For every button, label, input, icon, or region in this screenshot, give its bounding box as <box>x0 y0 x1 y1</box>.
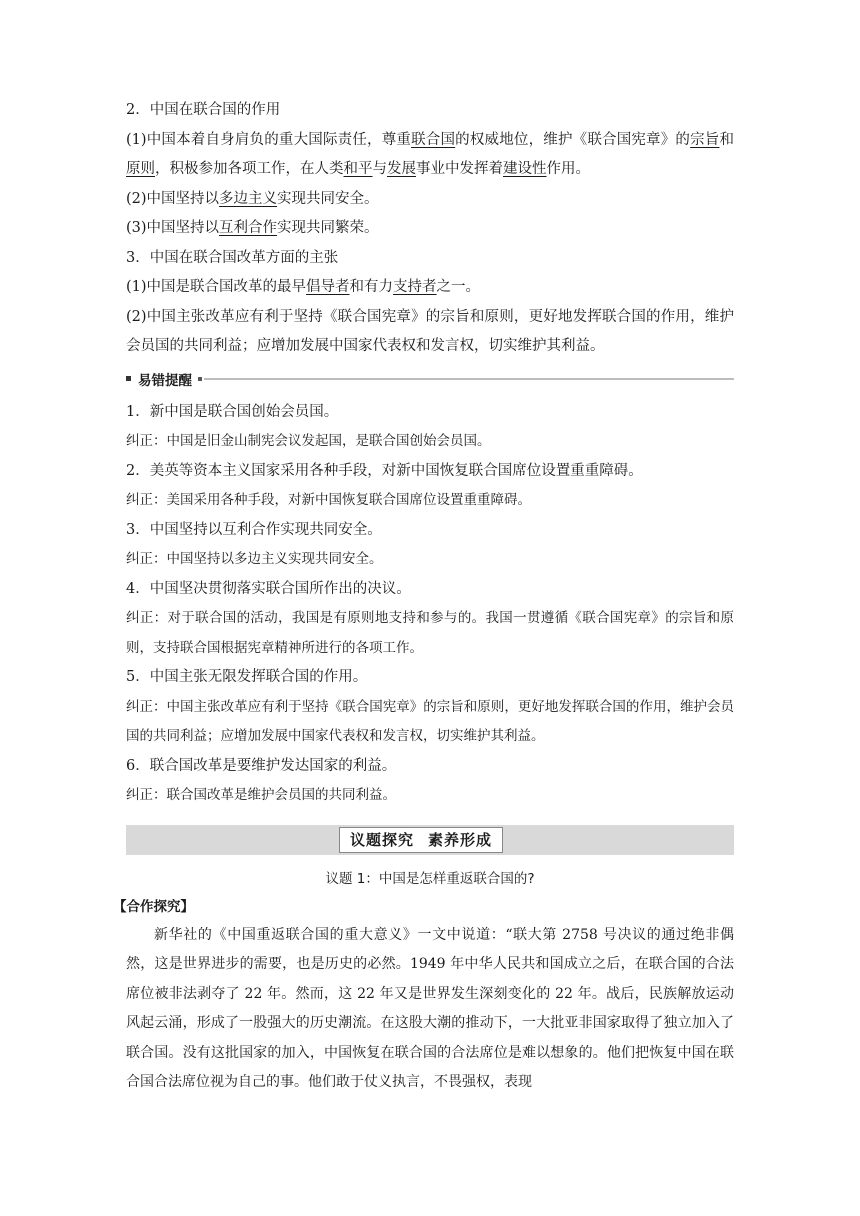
key-term: 联合国 <box>411 131 456 148</box>
key-term: 发展 <box>387 161 416 177</box>
mistake-claim: 4．中国坚决贯彻落实联合国所作出的决议。 <box>126 580 411 597</box>
key-term: 宗旨 <box>690 131 720 148</box>
square-icon <box>198 377 202 381</box>
mistake-claim: 1．新中国是联合国创始会员国。 <box>126 403 339 420</box>
paragraph: (2)中国坚持以多边主义实现共同安全。 <box>126 190 379 207</box>
mistakes-title: 易错提醒 <box>138 372 192 389</box>
key-term: 建设性 <box>503 161 547 177</box>
section-heading: 3．中国在联合国改革方面的主张 <box>126 249 339 266</box>
key-term: 倡导者 <box>306 279 350 295</box>
paragraph: (1)中国是联合国改革的最早倡导者和有力支持者之一。 <box>126 279 481 295</box>
mistake-correction: 纠正：联合国改革是维护会员国的共同利益。 <box>126 787 396 803</box>
mistakes-header <box>126 366 734 392</box>
cooperative-inquiry-tag: 【合作探究】 <box>113 898 194 915</box>
key-term: 多边主义 <box>219 190 278 207</box>
section-band-title <box>339 827 503 853</box>
section-heading: 2．中国在联合国的作用 <box>126 102 281 118</box>
document-page <box>113 96 734 1098</box>
key-term: 互利合作 <box>219 220 278 236</box>
mistake-claim: 3．中国坚持以互利合作实现共同安全。 <box>126 521 382 538</box>
mistake-claim: 6．联合国改革是要维护发达国家的利益。 <box>126 757 397 774</box>
paragraph: (2)中国主张改革应有利于坚持《联合国宪章》的宗旨和原则，更好地发挥联合国的作用，维护会员国的共同利益；应增加发展中国家代表权和发言权，切实维护其利益。 <box>126 308 734 354</box>
paragraph: (1)中国本着自身肩负的重大国际责任，尊重联合国的权威地位，维护《联合国宪章》的宗旨和原则，积极参加各项工作，在人类和平与发展事业中发挥着建设性作用。 <box>126 131 734 177</box>
square-icon <box>126 376 131 381</box>
mistake-correction: 纠正：中国主张改革应有利于坚持《联合国宪章》的宗旨和原则，更好地发挥联合国的作用，维护会员国的共同利益；应增加发展中国家代表权和发言权，切实维护其利益。 <box>126 698 734 744</box>
key-term: 原则 <box>126 161 155 177</box>
topic-title: 议题 1：中国是怎样重返联合国的? <box>325 870 535 887</box>
mistake-list <box>126 398 734 811</box>
key-term: 和平 <box>343 161 373 177</box>
mistake-correction: 纠正：美国采用各种手段，对新中国恢复联合国席位设置重重障碍。 <box>126 492 531 508</box>
band-title-right: 素养形成 <box>428 831 493 849</box>
mistake-correction: 纠正：中国坚持以多边主义实现共同安全。 <box>126 551 383 567</box>
key-term: 支持者 <box>393 279 437 295</box>
inquiry-paragraph: 新华社的《中国重返联合国的重大意义》一文中说道：“联大第 2758 号决议的通过绝非偶然，这是世界进步的需要，也是历史的必然。1949 年中华人民共和国成立之后，在联合国的合法席位被非法剥夺了 22 年。然而，这 22 年又是世界发生深刻变化的 22 年。战后，民族解放运动风起云涌，形成了一股强大的历史潮流。在这股大潮的推动下，一大批亚非国家取得了独立加入了联合国。没有这批国家的加入，中国恢复在联合国的合法席位是难以想象的。他们把恢复中国在联合国合法席位视为自己的事。他们敢于仗义执言，不畏强权，表现 <box>126 926 734 1090</box>
paragraph: (3)中国坚持以互利合作实现共同繁荣。 <box>126 220 379 236</box>
mistake-correction: 纠正：中国是旧金山制宪会议发起国，是联合国创始会员国。 <box>126 433 491 449</box>
divider <box>204 378 734 380</box>
mistake-correction: 纠正：对于联合国的活动，我国是有原则地支持和参与的。我国一贯遵循《联合国宪章》的宗旨和原则，支持联合国根据宪章精神所进行的各项工作。 <box>126 610 734 656</box>
mistake-claim: 5．中国主张无限发挥联合国的作用。 <box>126 669 368 685</box>
band-title-left: 议题探究 <box>350 831 415 849</box>
mistake-claim: 2．美英等资本主义国家采用各种手段，对新中国恢复联合国席位设置重重障碍。 <box>126 462 643 479</box>
section-band <box>126 825 734 855</box>
